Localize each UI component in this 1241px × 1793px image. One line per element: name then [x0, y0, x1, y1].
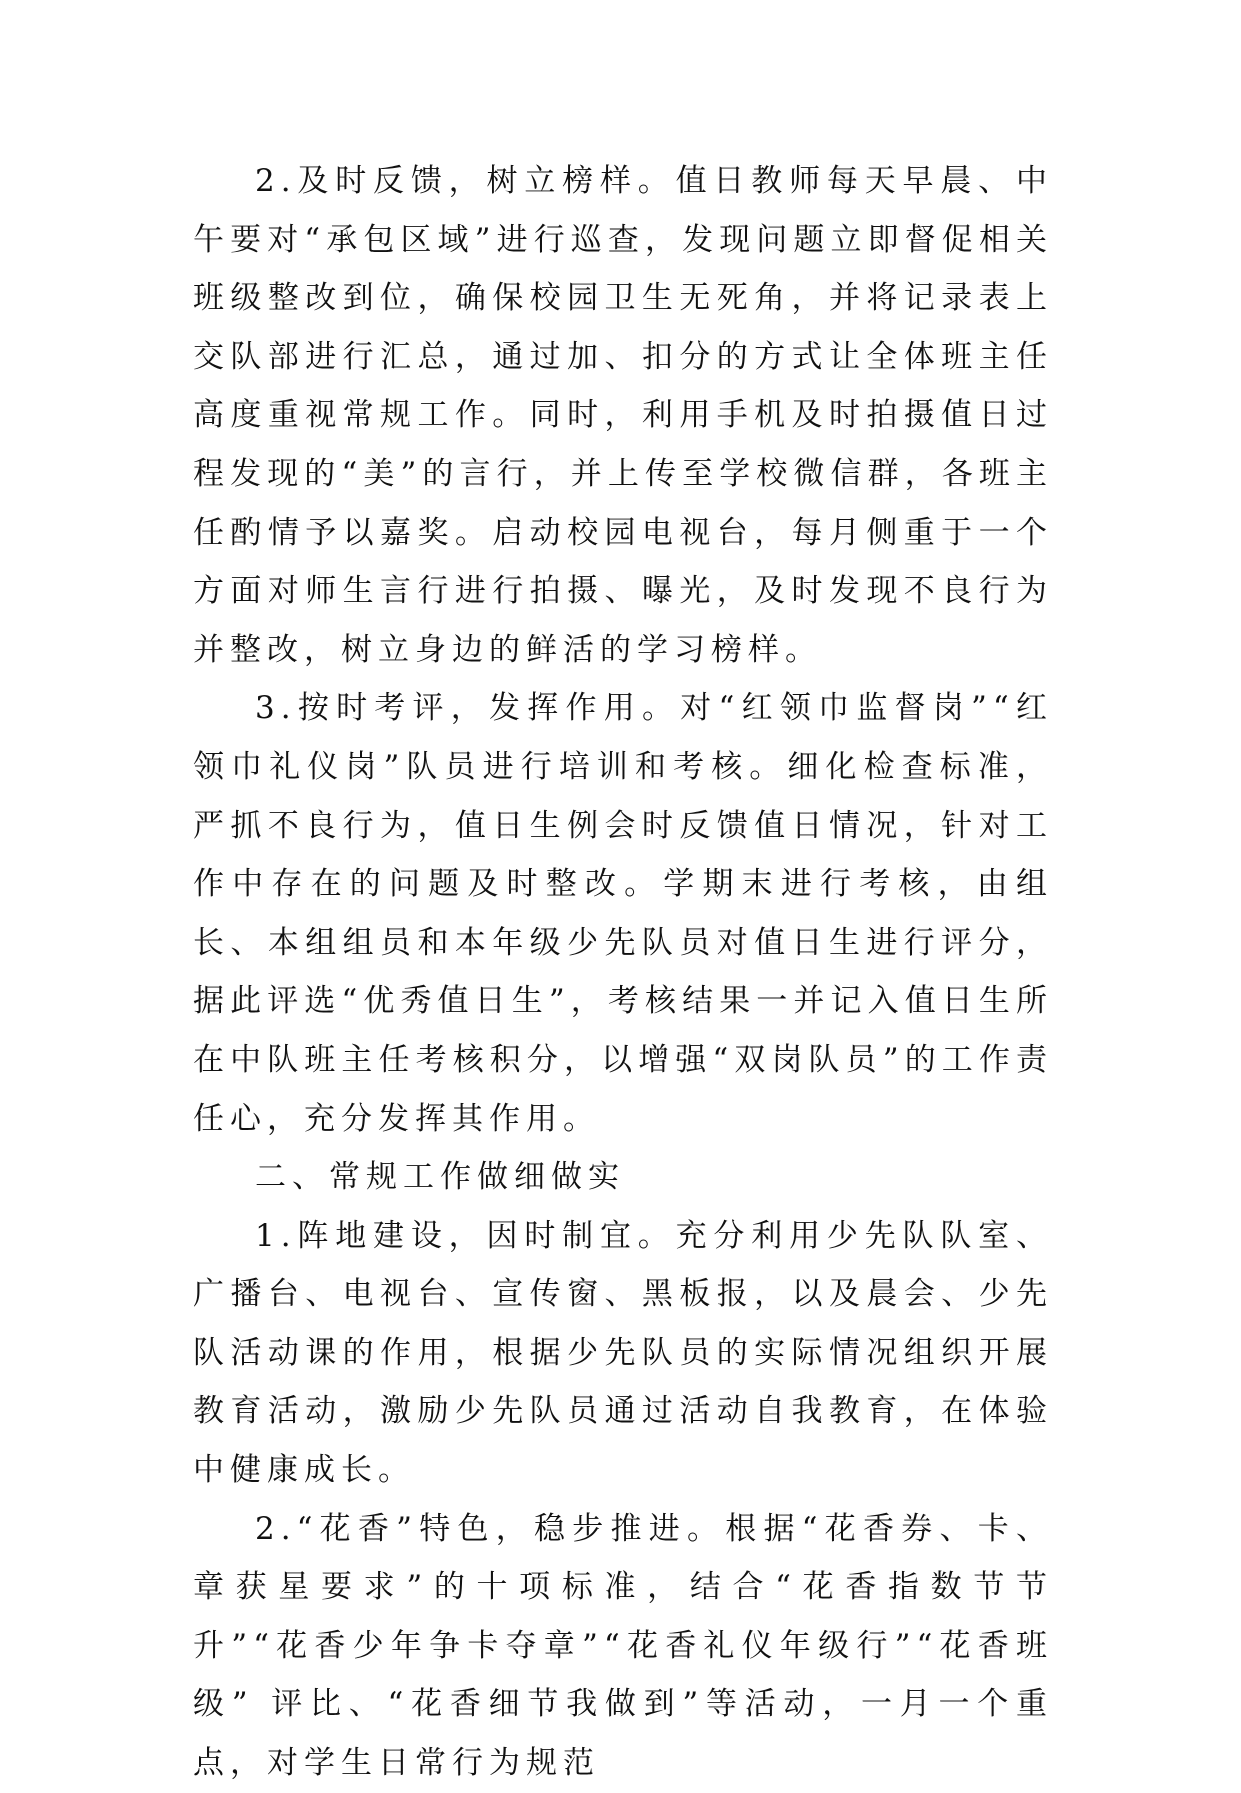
paragraph-position-building: 1.阵地建设，因时制宜。充分利用少先队队室、广播台、电视台、宣传窗、黑板报，以及晨会、少先队活动课的作用，根据少先队员的实际情况组织开展教育活动，激励少先队员通过活动自我教育，在体验中健康成长。: [193, 1217, 1053, 1489]
paragraph-timely-feedback: 2.及时反馈，树立榜样。值日教师每天早晨、中午要对“承包区域”进行巡查，发现问题立即督促相关班级整改到位，确保校园卫生无死角，并将记录表上交队部进行汇总，通过加、扣分的方式让全体班主任高度重视常规工作。同时，利用手机及时拍摄值日过程发现的“美”的言行，并上传至学校微信群，各班主任酌情予以嘉奖。启动校园电视台，每月侧重于一个方面对师生言行进行拍摄、曝光，及时发现不良行为并整改，树立身边的鲜活的学习榜样。: [193, 163, 1053, 668]
document-body: [193, 152, 1053, 1793]
paragraph-flower-fragrance-feature: 2.“花香”特色，稳步推进。根据“花香券、卡、章获星要求”的十项标准，结合“花香指数节节升”“花香少年争卡夺章”“花香礼仪年级行”“花香班级” 评比、“花香细节我做到”等活动，一月一个重点，对学生日常行为规范: [193, 1510, 1053, 1782]
paragraph-timely-evaluation: 3.按时考评，发挥作用。对“红领巾监督岗”“红领巾礼仪岗”队员进行培训和考核。细化检查标准，严抓不良行为，值日生例会时反馈值日情况，针对工作中存在的问题及时整改。学期末进行考核，由组长、本组组员和本年级少先队员对值日生进行评分，据此评选“优秀值日生”，考核结果一并记入值日生所在中队班主任考核积分，以增强“双岗队员”的工作责任心，充分发挥其作用。: [193, 690, 1053, 1137]
section-heading-routine-work: 二、常规工作做细做实: [255, 1159, 625, 1196]
